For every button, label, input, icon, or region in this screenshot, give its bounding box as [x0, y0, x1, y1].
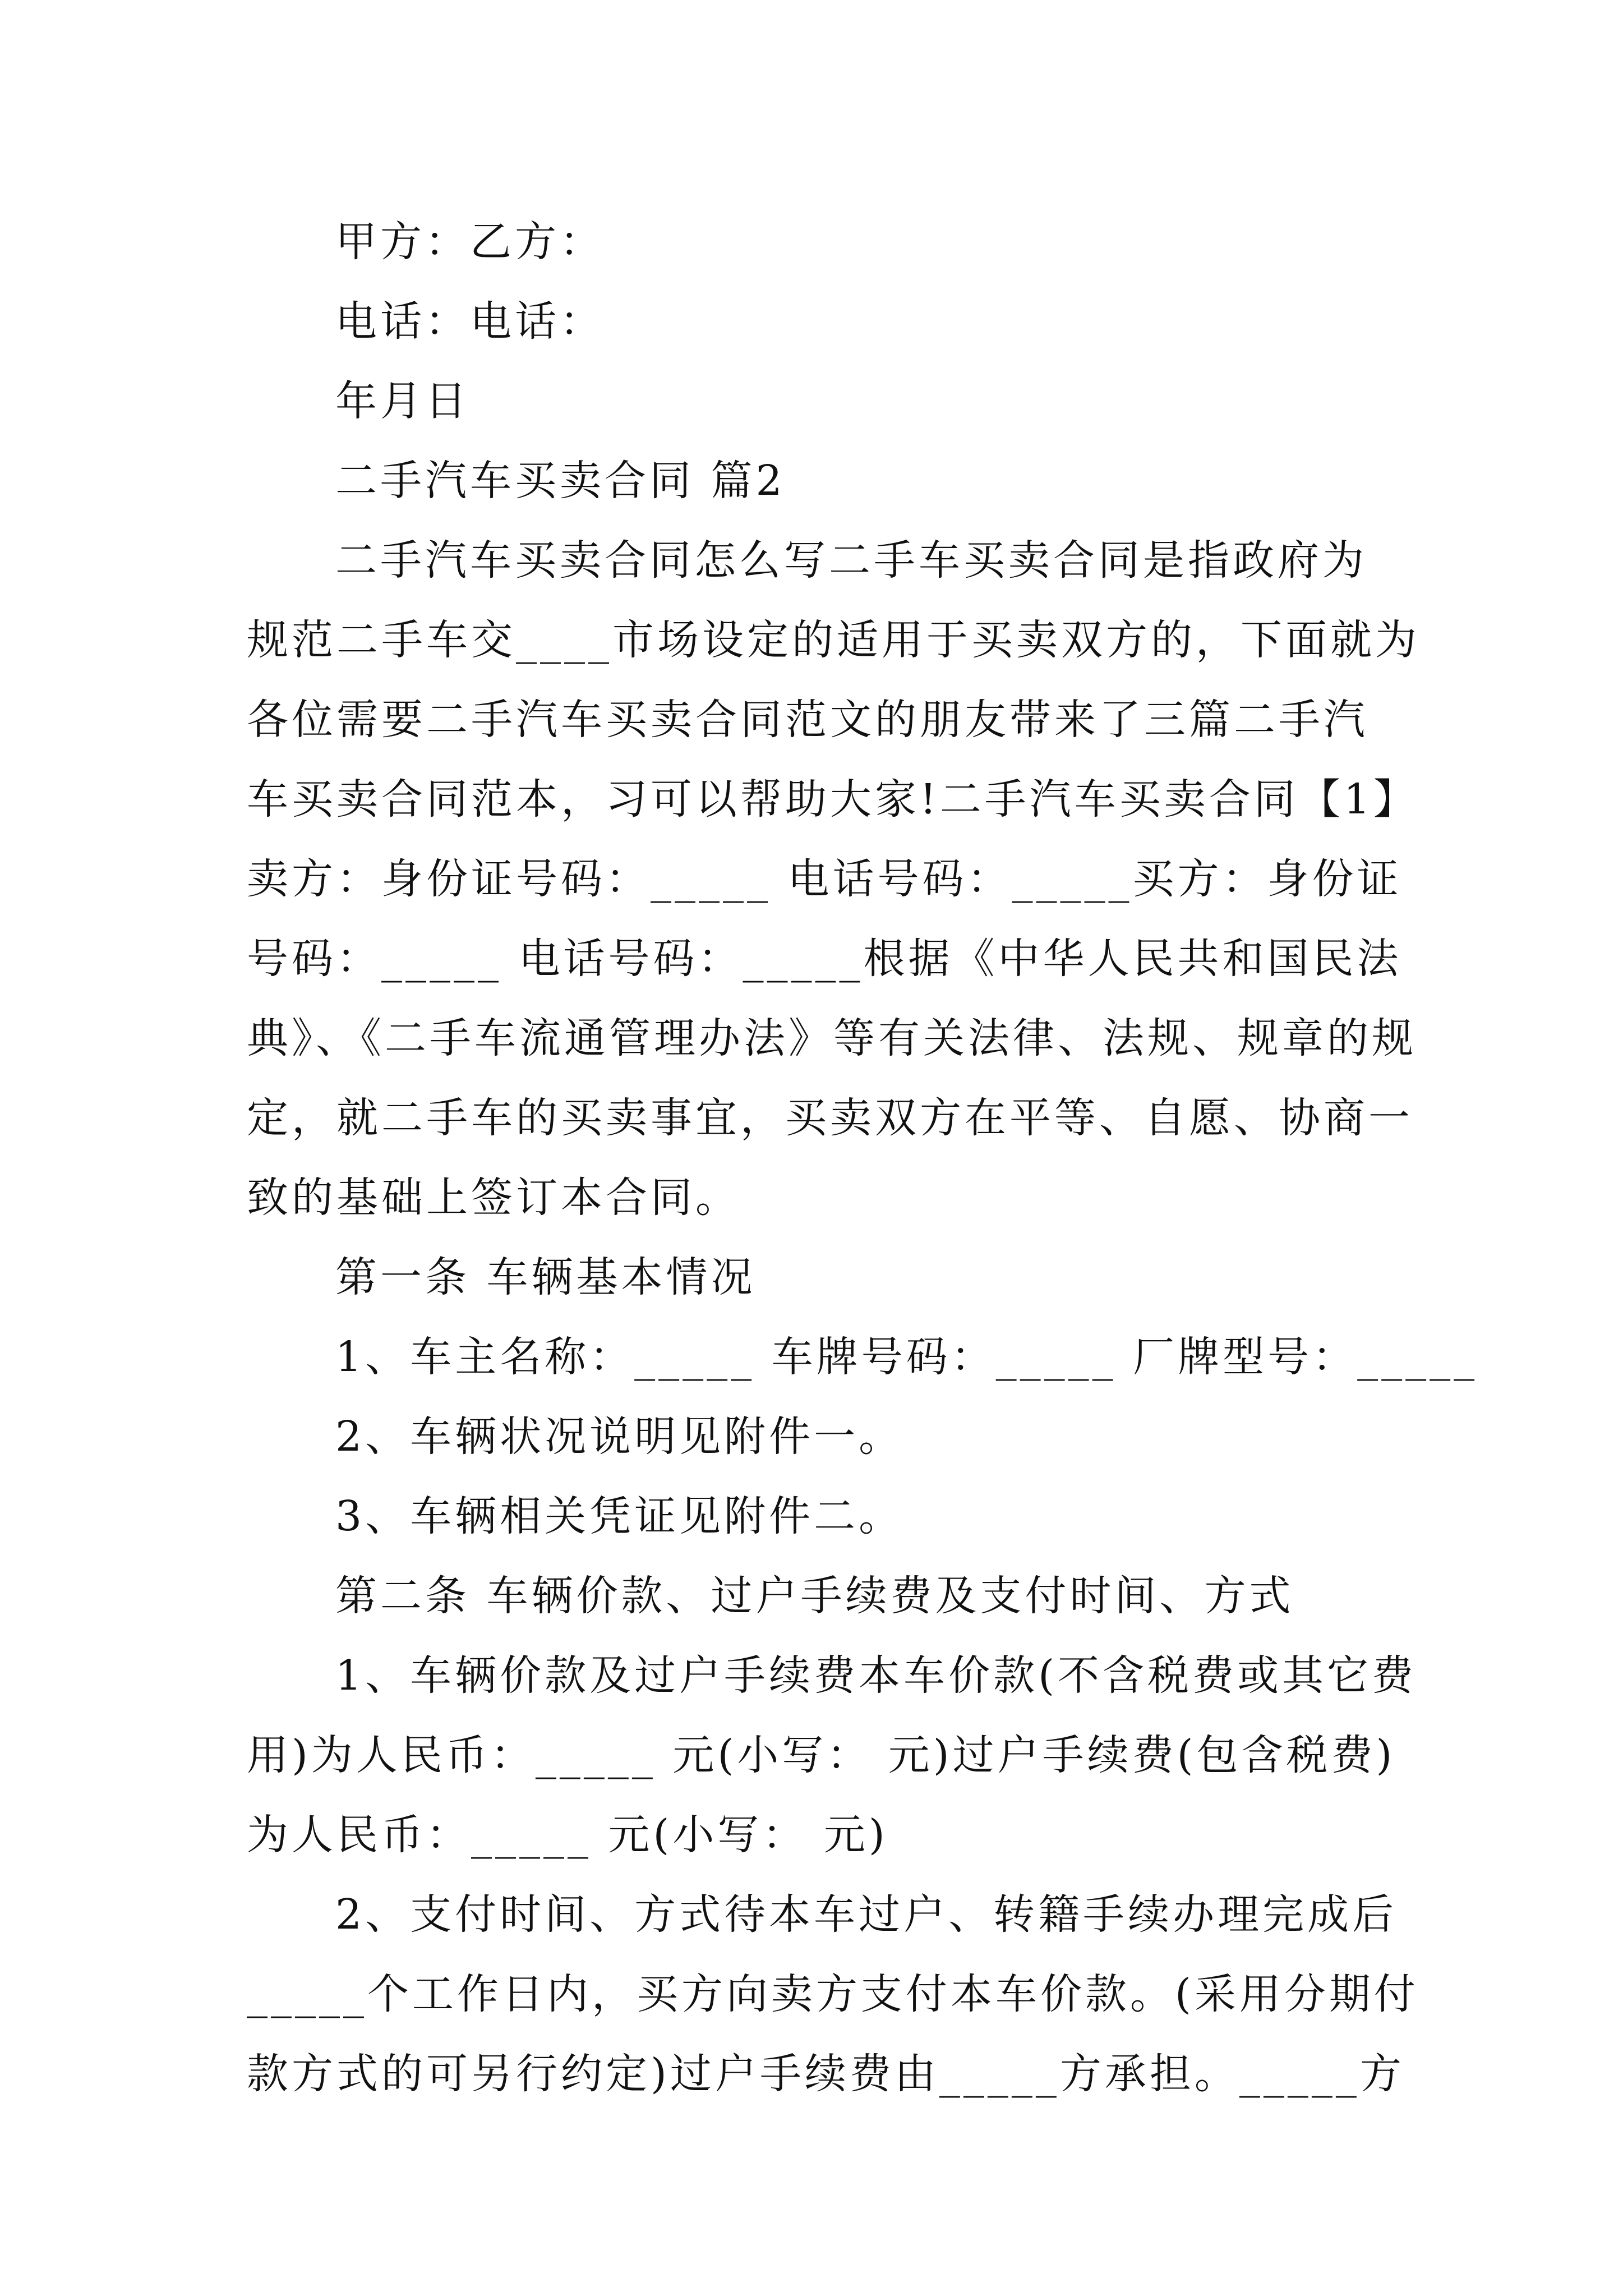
section-heading: 二手汽车买卖合同 篇2 [335, 457, 786, 505]
intro-line: 号码：_____ 电话号码：_____根据《中华人民共和国民法 [247, 935, 1402, 983]
intro-line: 车买卖合同范本，习可以帮助大家!二手汽车买卖合同【1】 [247, 775, 1418, 823]
article2-item2 [247, 1875, 1419, 2114]
intro-line: 卖方：身份证号码：_____ 电话号码：_____买方：身份证 [247, 855, 1402, 903]
article2-item1-line: 为人民币：_____ 元(小写： 元) [247, 1811, 888, 1859]
intro-line: 致的基础上签订本合同。 [247, 1174, 740, 1222]
phone-line: 电话：电话： [335, 297, 605, 346]
intro-line: 规范二手车交____市场设定的适用于买卖双方的，下面就为 [247, 616, 1420, 664]
intro-line: 典》、《二手车流通管理办法》等有关法律、法规、规章的规 [247, 1014, 1417, 1062]
party-line: 甲方：乙方： [335, 218, 605, 266]
article2-item2-line: 2、支付时间、方式待本车过户、转籍手续办理完成后 [335, 1890, 1398, 1939]
article2-item2-line: 款方式的可另行约定)过户手续费由_____方承担。_____方 [247, 2050, 1405, 2098]
intro-line: 各位需要二手汽车买卖合同范文的朋友带来了三篇二手汽 [247, 696, 1368, 744]
article2-title: 第二条 车辆价款、过户手续费及支付时间、方式 [335, 1572, 1294, 1620]
article2-item1-line: 用)为人民币：_____ 元(小写： 元)过户手续费(包含税费) [247, 1731, 1396, 1779]
date-line: 年月日 [335, 377, 470, 425]
article1-item: 1、车主名称：_____ 车牌号码：_____ 厂牌型号：_____ [335, 1333, 1478, 1381]
article1-item: 2、车辆状况说明见附件一。 [335, 1412, 904, 1461]
article1-title: 第一条 车辆基本情况 [335, 1253, 756, 1301]
article2-item1-line: 1、车辆价款及过户手续费本车价款(不含税费或其它费 [335, 1651, 1417, 1700]
intro-line: 二手汽车买卖合同怎么写二手车买卖合同是指政府为 [335, 536, 1367, 585]
document-page [247, 202, 1478, 2114]
intro-line: 定，就二手车的买卖事宜，买卖双方在平等、自愿、协商一 [247, 1094, 1413, 1142]
intro-paragraph [247, 521, 1420, 1237]
article2-item1 [247, 1636, 1417, 1875]
article2-item2-line: _____个工作日内，买方向卖方支付本车价款。(采用分期付 [247, 1970, 1419, 2018]
article1-item: 3、车辆相关凭证见附件二。 [335, 1492, 904, 1540]
